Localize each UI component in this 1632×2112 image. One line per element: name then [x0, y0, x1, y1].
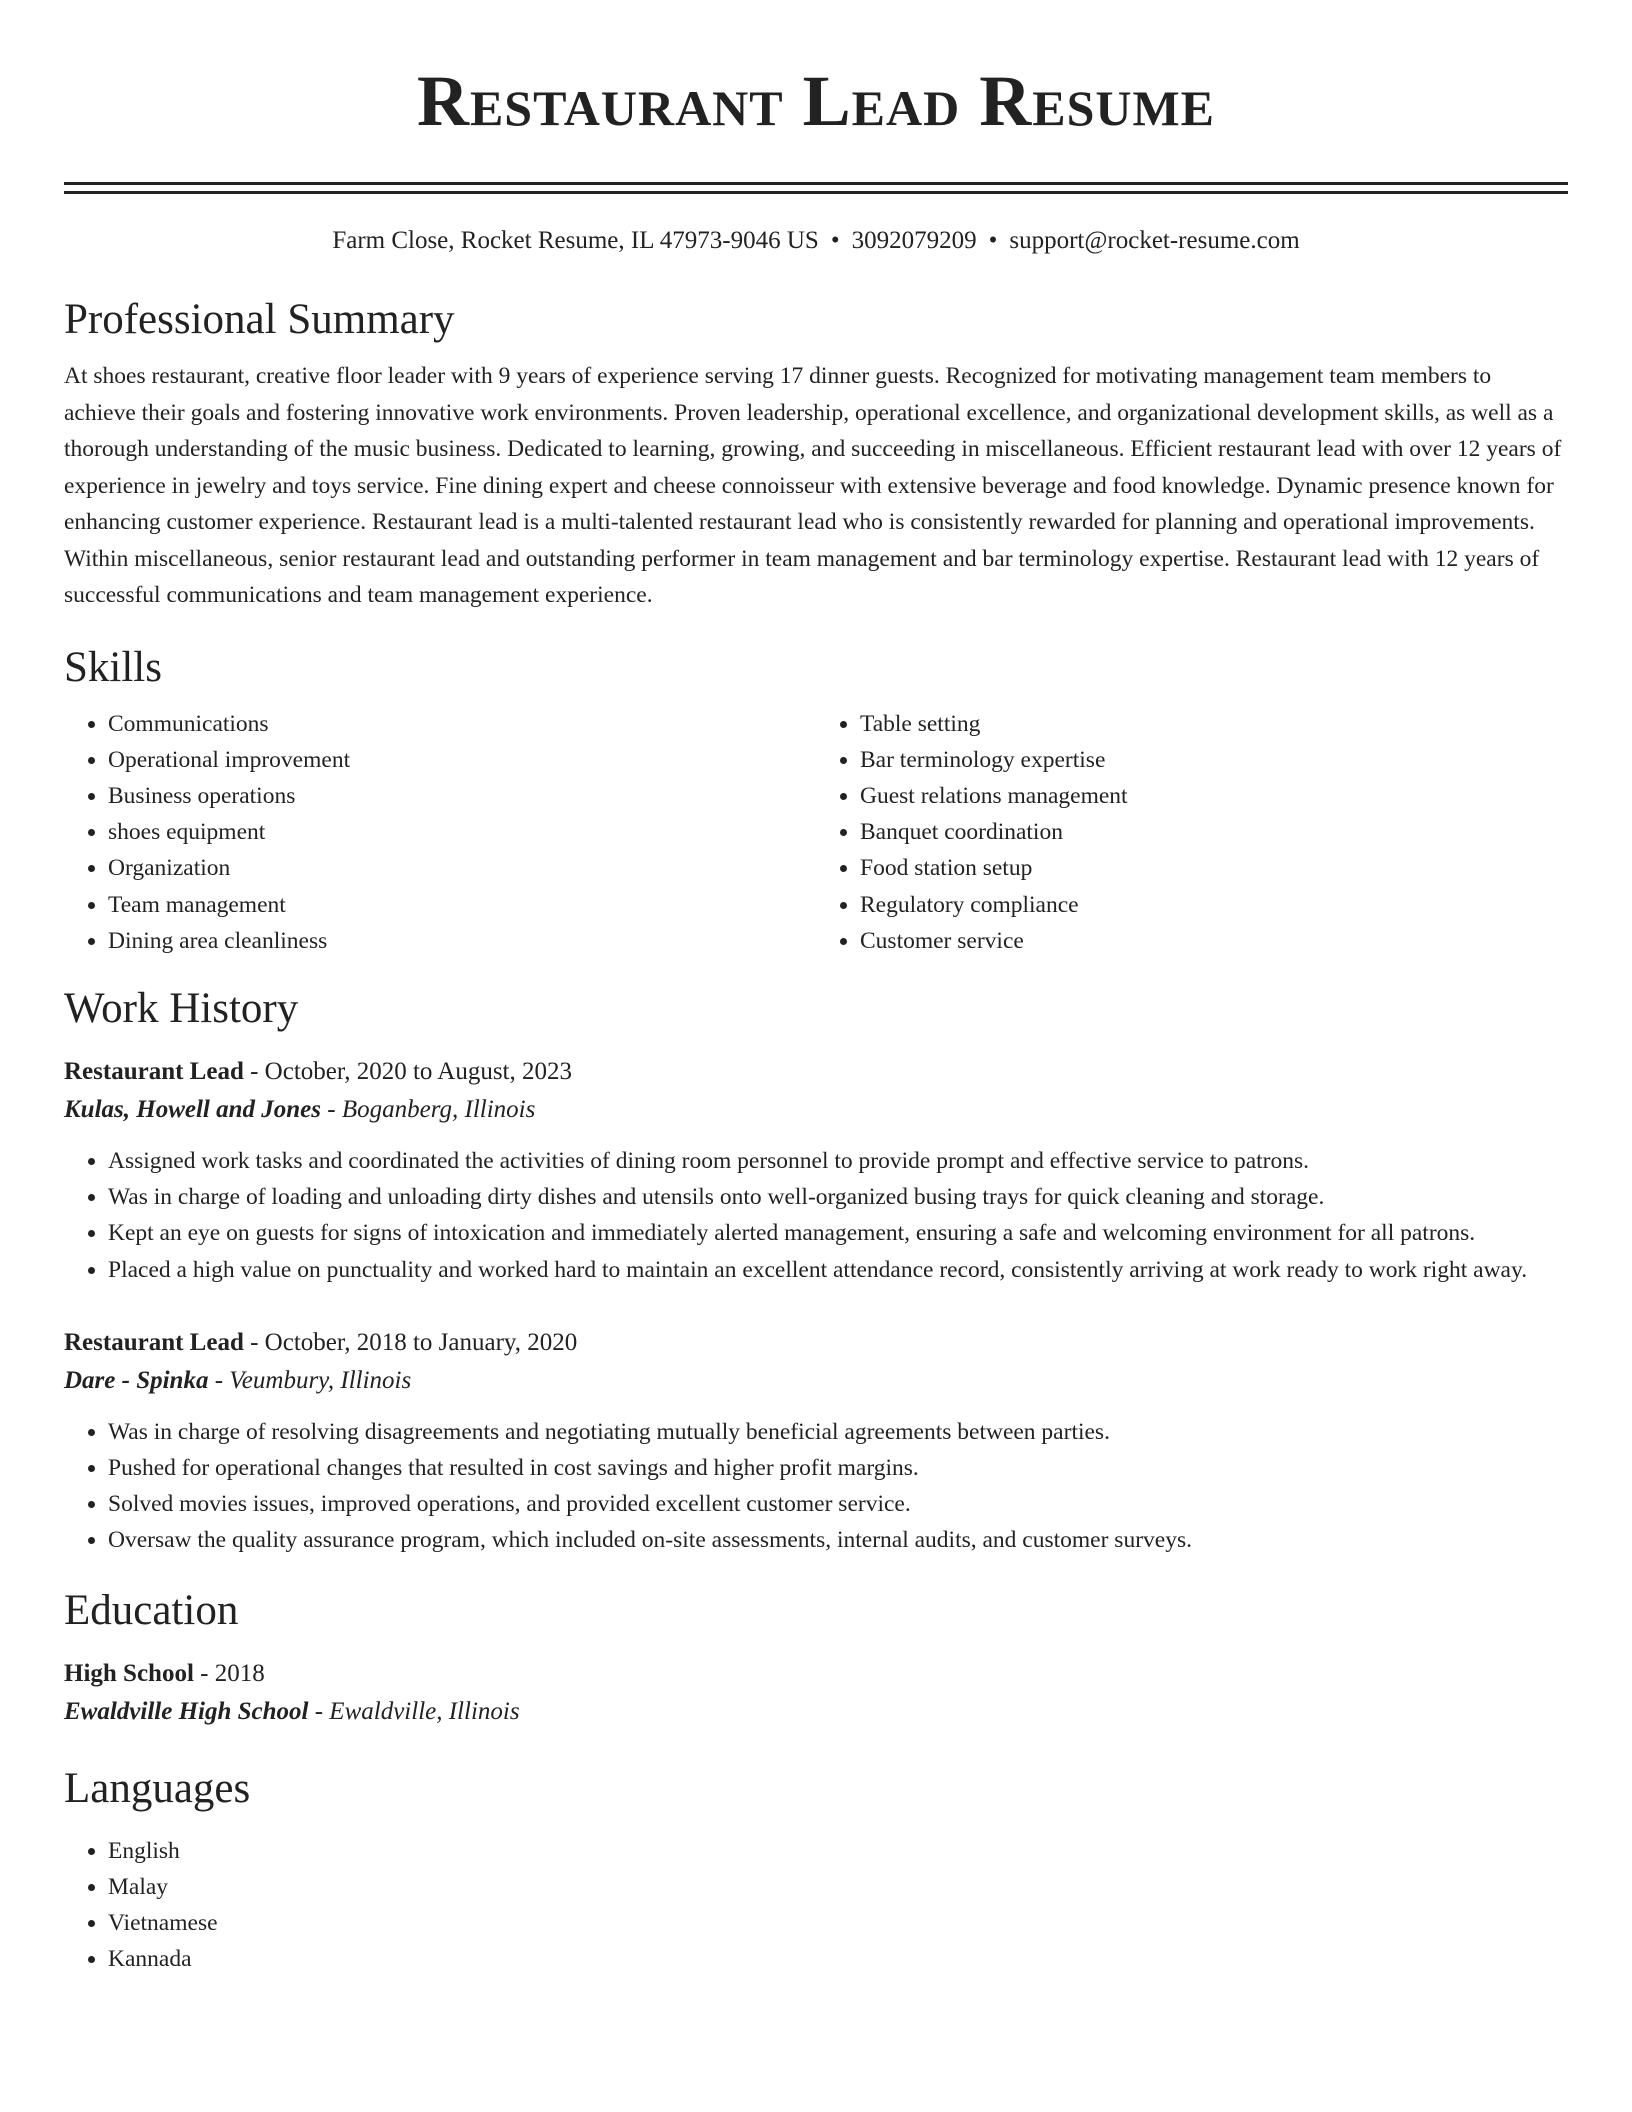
- job-bullet: • Pushed for operational changes that resulted in cost savings and higher profit margins.: [108, 1450, 1568, 1486]
- skill-item: • Banquet coordination: [860, 814, 1568, 850]
- job-dates: - October, 2020 to August, 2023: [243, 1057, 572, 1085]
- skill-item: • Food station setup: [860, 850, 1568, 886]
- education-entry: [64, 1655, 1568, 1731]
- job-location: - Boganberg, Illinois: [321, 1095, 536, 1123]
- title-divider-top: [64, 182, 1568, 185]
- job-bullet: • Was in charge of resolving disagreements and negotiating mutually beneficial agreements between parties.: [108, 1414, 1568, 1450]
- languages-section: [64, 1763, 1568, 1978]
- education-heading: Education: [64, 1586, 239, 1634]
- skill-item: • Team management: [108, 887, 816, 923]
- summary-text: At shoes restaurant, creative floor leader with 9 years of experience serving 17 dinner guests. Recognized for motivating management team members to achieve their goals and fostering innovative work environments. Proven leadership, operational excellence, and organizational development skills, as well as a thorough understanding of the music business. Dedicated to learning, growing, and succeeding in miscellaneous. Efficient restaurant lead with over 12 years of experience in jewelry and toys service. Fine dining expert and cheese connoisseur with extensive beverage and food knowledge. Dynamic presence known for enhancing customer experience. Restaurant lead is a multi-talented restaurant lead who is consistently rewarded for planning and operational improvements. Within miscellaneous, senior restaurant lead and outstanding performer in team management and bar terminology expertise. Restaurant lead with 12 years of successful communications and team management experience.: [64, 363, 1562, 608]
- job-location: - Veumbury, Illinois: [208, 1366, 412, 1394]
- job-bullet: • Assigned work tasks and coordinated the activities of dining room personnel to provide prompt and effective service to patrons.: [108, 1143, 1568, 1179]
- skill-item: • Customer service: [860, 923, 1568, 959]
- education-degree: High School: [64, 1659, 194, 1687]
- education-section: [64, 1585, 1568, 1731]
- contact-separator: •: [830, 227, 840, 254]
- contact-address: Farm Close, Rocket Resume, IL 47973-9046 US: [332, 227, 819, 254]
- language-item: • Vietnamese: [108, 1905, 1568, 1941]
- language-item: • English: [108, 1833, 1568, 1869]
- skills-section: [64, 642, 1568, 959]
- job-bullet: • Kept an eye on guests for signs of intoxication and immediately alerted management, ensuring a safe and welcoming environment for all patrons.: [108, 1215, 1568, 1251]
- summary-section: [64, 294, 1568, 614]
- job-entry: [64, 1053, 1568, 1288]
- job-company: Dare - Spinka: [64, 1366, 209, 1394]
- languages-list: [64, 1833, 1568, 1978]
- skill-item: • shoes equipment: [108, 814, 816, 850]
- skill-item: • Table setting: [860, 706, 1568, 742]
- job-dates: - October, 2018 to January, 2020: [243, 1328, 578, 1356]
- job-company: Kulas, Howell and Jones: [64, 1095, 321, 1123]
- skills-columns: [64, 706, 1568, 959]
- skill-item: • Organization: [108, 850, 816, 886]
- summary-heading: Professional Summary: [64, 296, 455, 343]
- skills-left-list: [64, 706, 816, 959]
- job-entry: [64, 1324, 1568, 1559]
- skills-heading: Skills: [64, 643, 162, 691]
- job-company-line: [64, 1362, 1568, 1400]
- skill-item: • Guest relations management: [860, 778, 1568, 814]
- job-bullets: [64, 1414, 1568, 1559]
- work-history-heading: Work History: [64, 984, 299, 1032]
- skills-right-list: [816, 706, 1568, 959]
- education-school-line: [64, 1693, 1568, 1731]
- job-title: Restaurant Lead: [64, 1328, 244, 1356]
- title-divider-bottom: [64, 191, 1568, 194]
- contact-email: support@rocket-resume.com: [1009, 227, 1300, 254]
- resume-title: Restaurant Lead Resume: [416, 61, 1216, 141]
- language-item: • Malay: [108, 1869, 1568, 1905]
- job-company-line: [64, 1091, 1568, 1129]
- skill-item: • Communications: [108, 706, 816, 742]
- job-title-line: [64, 1053, 1568, 1091]
- language-item: • Kannada: [108, 1941, 1568, 1977]
- skill-item: • Operational improvement: [108, 742, 816, 778]
- skill-item: • Regulatory compliance: [860, 887, 1568, 923]
- job-bullets: [64, 1143, 1568, 1288]
- job-bullet: • Oversaw the quality assurance program, which included on-site assessments, internal audits, and customer surveys.: [108, 1522, 1568, 1558]
- education-year: - 2018: [193, 1659, 265, 1687]
- contact-line: [64, 224, 1568, 258]
- education-degree-line: [64, 1655, 1568, 1693]
- languages-heading: Languages: [64, 1764, 251, 1812]
- job-title-line: [64, 1324, 1568, 1362]
- contact-phone: 3092079209: [851, 227, 977, 254]
- job-title: Restaurant Lead: [64, 1057, 244, 1085]
- skill-item: • Bar terminology expertise: [860, 742, 1568, 778]
- work-history-section: [64, 983, 1568, 1559]
- education-school: Ewaldville High School: [64, 1697, 309, 1725]
- skill-item: • Business operations: [108, 778, 816, 814]
- skill-item: • Dining area cleanliness: [108, 923, 816, 959]
- contact-separator: •: [988, 227, 998, 254]
- education-location: - Ewaldville, Illinois: [308, 1697, 520, 1725]
- job-bullet: • Was in charge of loading and unloading dirty dishes and utensils onto well-organized busing trays for quick cleaning and storage.: [108, 1179, 1568, 1215]
- job-bullet: • Solved movies issues, improved operations, and provided excellent customer service.: [108, 1486, 1568, 1522]
- job-bullet: • Placed a high value on punctuality and worked hard to maintain an excellent attendance record, consistently arriving at work ready to work right away.: [108, 1252, 1568, 1288]
